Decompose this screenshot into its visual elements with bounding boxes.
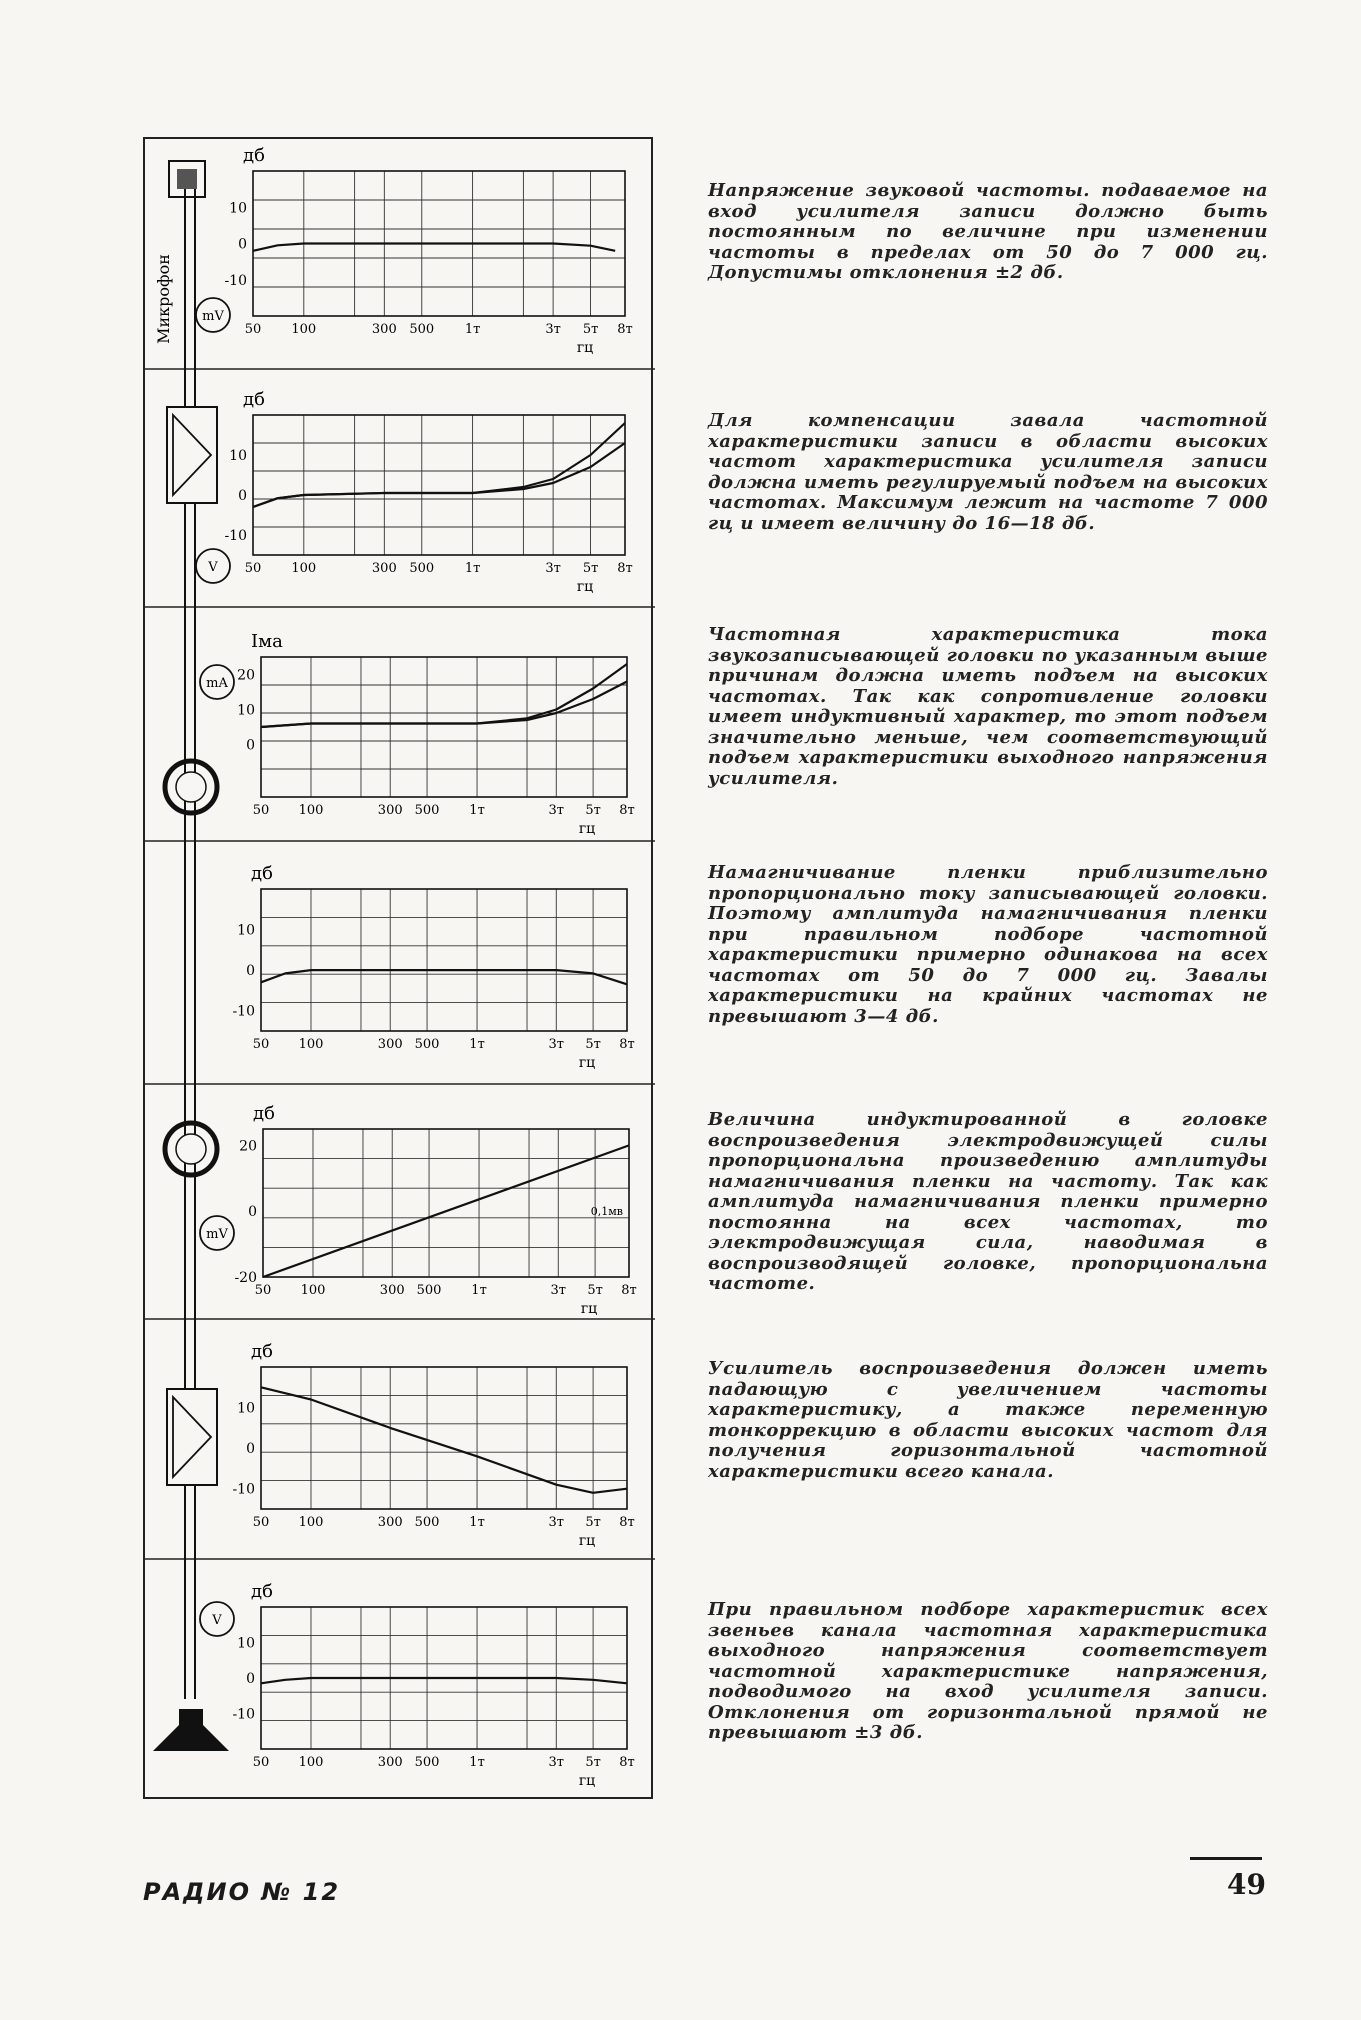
response-curve-1 — [253, 244, 615, 251]
x-tick-label: 5т — [582, 561, 599, 576]
x-tick-label: 5т — [585, 1515, 601, 1530]
y-tick-label: 10 — [237, 702, 255, 719]
playback-head-icon — [165, 1123, 217, 1175]
stage-chart-5 — [234, 1103, 636, 1317]
y-axis-unit: дб — [251, 1341, 273, 1362]
x-tick-label: 500 — [409, 561, 435, 576]
x-tick-label: 500 — [414, 1515, 440, 1530]
y-tick-label: -10 — [232, 1706, 255, 1723]
y-axis-unit: дб — [251, 863, 273, 884]
x-tick-label: 50 — [244, 561, 262, 576]
meter-label: V — [212, 1613, 222, 1628]
stage-chart-6 — [232, 1341, 634, 1549]
record-amplifier-icon — [167, 407, 217, 503]
x-axis-unit: гц — [576, 579, 594, 595]
x-tick-label: 50 — [252, 1515, 270, 1530]
x-tick-label: 50 — [244, 322, 262, 337]
journal-title: РАДИО № 12 — [143, 1878, 341, 1906]
response-curve-2 — [261, 682, 627, 728]
x-tick-label: 1т — [464, 322, 481, 337]
stage-chart-1 — [224, 145, 632, 356]
description-playback-head-emf: Величина индуктированной в головке воспроизведения электродвижущей силы пропорциональна произведению амплитуды намагничивания пленки на частоту. Так как амплитуда намагничивания пленки примерно постоянна на всех частотах, то электродвижущая сила, наводимая в воспроизводящей головке, пропорциональна частоте. — [708, 1109, 1268, 1294]
x-tick-label: 100 — [298, 803, 324, 818]
y-tick-label: 10 — [237, 922, 255, 939]
signal-chain-diagram — [143, 137, 653, 1799]
loudspeaker-magnet — [179, 1709, 203, 1725]
x-tick-label: 1т — [464, 561, 481, 576]
description-output: При правильном подборе характеристик всех звеньев канала частотная характеристика выходного напряжения соответствует частотной характеристике напряжения, подводимого на вход усилителя записи. Отклонения от горизонтальной прямой не превышают ±3 дб. — [708, 1599, 1268, 1743]
x-axis-unit: гц — [576, 340, 594, 356]
y-tick-label: 20 — [237, 667, 255, 684]
playback-amplifier-icon — [167, 1389, 217, 1485]
stage-chart-2 — [224, 389, 632, 595]
x-tick-label: 50 — [252, 1037, 270, 1052]
y-tick-label: 0 — [246, 737, 255, 754]
x-tick-label: 500 — [416, 1283, 442, 1298]
x-tick-label: 8т — [619, 1755, 635, 1770]
y-axis-unit: дб — [243, 145, 265, 166]
signal-chain-svg — [145, 139, 655, 1801]
meter-label: mV — [202, 309, 224, 324]
x-tick-label: 300 — [371, 322, 397, 337]
x-tick-label: 500 — [414, 803, 440, 818]
description-tape-magnetization: Намагничивание пленки приблизительно пропорционально току записывающей головки. Поэтому амплитуда намагничивания пленки при правильном подборе частотной характеристики примерно одинакова на всех частотах от 50 до 7 000 гц. Завалы характеристики на крайних частотах не превышают 3—4 дб. — [708, 862, 1268, 1027]
plot-frame — [253, 415, 625, 555]
amplifier-box — [167, 407, 217, 503]
voltmeter-1-icon — [196, 549, 230, 583]
x-tick-label: 5т — [587, 1283, 603, 1298]
y-tick-label: 10 — [229, 200, 247, 217]
x-tick-label: 300 — [377, 1037, 403, 1052]
x-tick-label: 50 — [254, 1283, 272, 1298]
y-axis-unit: дб — [243, 389, 265, 410]
head-gap — [176, 772, 206, 802]
millivoltmeter-2-icon — [200, 1216, 234, 1250]
x-tick-label: 100 — [298, 1037, 324, 1052]
y-tick-label: -10 — [232, 1003, 255, 1020]
y-tick-label: 0 — [246, 1441, 255, 1458]
y-axis-unit: дб — [253, 1103, 275, 1124]
response-curve-1 — [261, 1678, 627, 1683]
x-tick-label: 50 — [252, 803, 270, 818]
y-tick-label: 0 — [248, 1204, 257, 1221]
response-curve-1 — [263, 1145, 629, 1277]
y-tick-label: 20 — [239, 1138, 257, 1155]
plot-frame — [261, 889, 627, 1031]
y-tick-label: -10 — [232, 1481, 255, 1498]
y-axis-unit: дб — [251, 1581, 273, 1602]
x-tick-label: 3т — [548, 803, 565, 818]
x-tick-label: 8т — [617, 322, 633, 337]
x-tick-label: 500 — [414, 1037, 440, 1052]
x-tick-label: 300 — [377, 803, 403, 818]
page-number: 49 — [1227, 1868, 1266, 1901]
y-axis-unit: Iма — [251, 631, 283, 652]
x-tick-label: 3т — [548, 1037, 565, 1052]
x-tick-label: 1т — [469, 803, 485, 818]
stage-chart-4 — [232, 863, 634, 1071]
meter-label: mV — [206, 1227, 228, 1242]
x-tick-label: 8т — [617, 561, 633, 576]
voltmeter-2-icon — [200, 1602, 234, 1636]
meter-label: mA — [206, 676, 228, 691]
x-tick-label: 3т — [548, 1515, 565, 1530]
inline-reference-label: 0,1мв — [590, 1205, 623, 1219]
x-tick-label: 3т — [545, 561, 561, 576]
plot-frame — [261, 657, 627, 797]
y-tick-label: -10 — [224, 528, 247, 544]
x-tick-label: 1т — [469, 1755, 485, 1770]
y-tick-label: 0 — [238, 236, 247, 253]
microphone-icon — [169, 161, 205, 197]
head-gap — [176, 1134, 206, 1164]
y-tick-label: 10 — [229, 448, 247, 464]
x-tick-label: 100 — [298, 1755, 324, 1770]
x-tick-label: 1т — [469, 1515, 485, 1530]
milliammeter-icon — [200, 665, 234, 699]
x-tick-label: 300 — [377, 1755, 403, 1770]
x-tick-label: 5т — [585, 803, 601, 818]
microphone-grille — [177, 169, 197, 189]
x-tick-label: 100 — [300, 1283, 326, 1298]
y-tick-label: 10 — [237, 1400, 255, 1417]
x-tick-label: 300 — [379, 1283, 405, 1298]
description-record-head-current: Частотная характеристика тока звукозаписывающей головки по указанным выше причинам должна иметь подъем на высоких частотах. Так как сопротивление головки имеет индуктивный характер, то этот подъем значительно меньше, чем соответствующий подъем характеристики выходного напряжения усилителя. — [708, 624, 1268, 789]
y-tick-label: 0 — [238, 488, 247, 504]
x-tick-label: 3т — [550, 1283, 567, 1298]
x-tick-label: 100 — [298, 1515, 324, 1530]
amplifier-box — [167, 1389, 217, 1485]
page-number-rule — [1190, 1857, 1262, 1860]
y-tick-label: 10 — [237, 1635, 255, 1652]
x-tick-label: 500 — [409, 322, 435, 337]
microphone-label: Микрофон — [154, 254, 173, 344]
description-microphone: Напряжение звуковой частоты. подаваемое на вход усилителя записи должно быть постоянным по величине при изменении частоты в пределах от 50 до 7 000 гц. Допустимы отклонения ±2 дб. — [708, 180, 1268, 283]
x-tick-label: 5т — [585, 1037, 601, 1052]
y-tick-label: -10 — [224, 272, 247, 289]
x-tick-label: 3т — [545, 322, 561, 337]
x-tick-label: 300 — [371, 561, 397, 576]
stage-chart-7 — [232, 1581, 634, 1789]
stage-chart-3 — [237, 631, 635, 837]
x-tick-label: 500 — [414, 1755, 440, 1770]
x-axis-unit: гц — [578, 1773, 596, 1789]
x-tick-label: 300 — [377, 1515, 403, 1530]
x-axis-unit: гц — [578, 821, 596, 837]
description-playback-amplifier: Усилитель воспроизведения должен иметь падающую с увеличением частоты характеристику, а также переменную тонкоррекцию в области высоких частот для получения горизонтальной частотной характеристики всего канала. — [708, 1358, 1268, 1482]
x-tick-label: 5т — [585, 1755, 601, 1770]
record-head-icon — [165, 761, 217, 813]
x-axis-unit: гц — [578, 1055, 596, 1071]
x-tick-label: 3т — [548, 1755, 565, 1770]
loudspeaker-icon — [153, 1709, 229, 1751]
response-curve-1 — [261, 1387, 627, 1493]
response-curve-1 — [261, 664, 627, 727]
x-tick-label: 8т — [621, 1283, 637, 1298]
y-tick-label: -20 — [234, 1270, 257, 1286]
plot-frame — [263, 1129, 629, 1277]
x-tick-label: 100 — [291, 322, 317, 337]
x-tick-label: 1т — [471, 1283, 487, 1298]
millivoltmeter-1-icon — [196, 298, 230, 332]
x-axis-unit: гц — [580, 1301, 598, 1317]
x-tick-label: 50 — [252, 1755, 270, 1770]
x-tick-label: 8т — [619, 1037, 635, 1052]
x-tick-label: 1т — [469, 1037, 485, 1052]
y-tick-label: 0 — [246, 963, 255, 980]
description-record-amplifier: Для компенсации завала частотной характеристики записи в области высоких частот характеристика усилителя записи должна иметь регулируемый подъем на высоких частотах. Максимум лежит на частоте 7 000 гц и имеет величину до 16—18 дб. — [708, 410, 1268, 534]
response-curve-2 — [253, 443, 625, 507]
loudspeaker-cone — [153, 1725, 229, 1751]
x-tick-label: 8т — [619, 1515, 635, 1530]
meter-label: V — [208, 560, 218, 575]
x-tick-label: 8т — [619, 803, 635, 818]
response-curve-1 — [261, 970, 627, 984]
x-axis-unit: гц — [578, 1533, 596, 1549]
y-tick-label: 0 — [246, 1671, 255, 1687]
x-tick-label: 5т — [582, 322, 599, 337]
x-tick-label: 100 — [291, 561, 317, 576]
